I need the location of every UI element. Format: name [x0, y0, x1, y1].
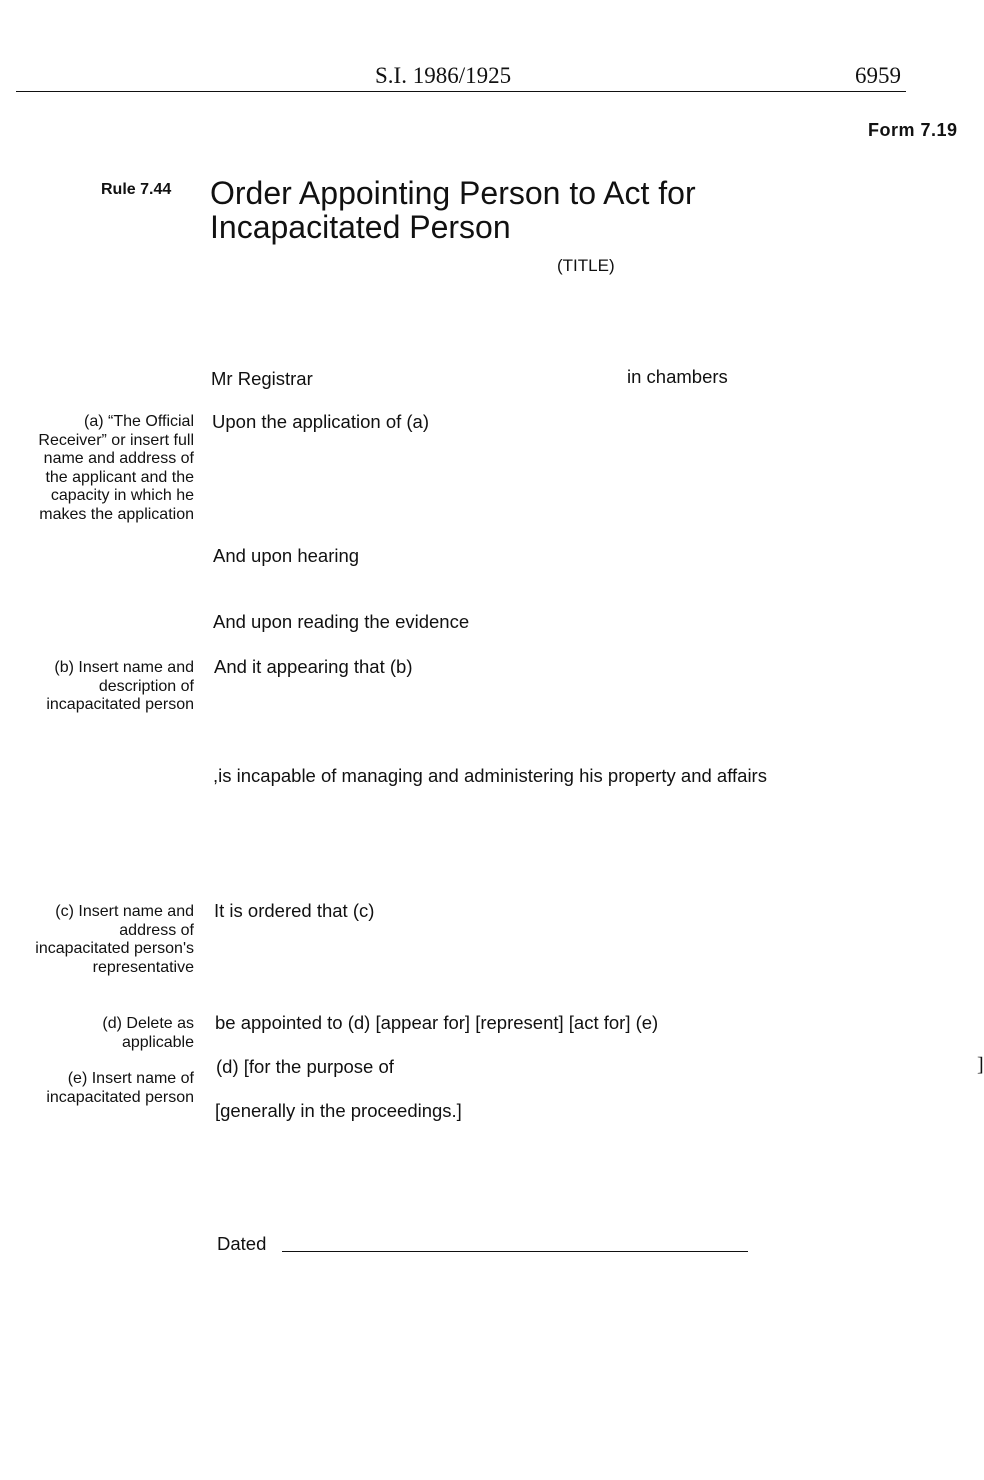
note-line: applicable [121, 1033, 194, 1051]
title-placeholder: (TITLE) [557, 256, 615, 275]
note-line: the applicant and the [45, 468, 194, 486]
note-line: address of [119, 921, 194, 939]
application-line: Upon the application of (a) [212, 411, 429, 432]
note-line: representative [92, 958, 194, 976]
evidence-line: And upon reading the evidence [213, 611, 470, 632]
note-line: capacity in which he [50, 487, 194, 504]
rule-reference: Rule 7.44 [101, 181, 172, 198]
note-line: (b) Insert name and [54, 659, 194, 676]
note-line: name and address of [43, 450, 194, 467]
note-line: (e) Insert name of [67, 1070, 194, 1087]
header-rule [16, 91, 906, 92]
form-title: Order Appointing Person to Act for Incapacitated Person [210, 175, 696, 245]
publication-reference: S.I. 1986/1925 [375, 63, 512, 88]
registrar-label: Mr Registrar [211, 368, 313, 389]
chambers-label: in chambers [627, 366, 728, 387]
note-line: incapacitated person's [35, 940, 194, 957]
page-number: 6959 [855, 63, 901, 88]
ordered-line: It is ordered that (c) [214, 900, 375, 921]
note-line: (a) “The Official [84, 413, 194, 430]
dated-blank-line [282, 1251, 748, 1252]
note-line: incapacitated person [46, 696, 194, 713]
margin-note-c [35, 903, 194, 977]
note-line: (c) Insert name and [55, 903, 194, 920]
note-line: description of [98, 677, 194, 695]
margin-note-a [38, 413, 194, 524]
purpose-closing-bracket: ] [977, 1054, 984, 1076]
margin-note-b [46, 659, 194, 715]
dated-label: Dated [217, 1233, 267, 1254]
margin-note-d [102, 1015, 194, 1052]
purpose-line: (d) [for the purpose of [216, 1056, 394, 1077]
appearing-line: And it appearing that (b) [214, 656, 413, 677]
note-line: incapacitated person [46, 1088, 194, 1106]
note-line: makes the application [39, 505, 194, 523]
margin-note-e [46, 1070, 194, 1107]
hearing-line: And upon hearing [213, 545, 360, 566]
form-number: Form 7.19 [868, 120, 958, 140]
appointed-line: be appointed to (d) [appear for] [represent] [act for] (e) [215, 1012, 659, 1033]
note-line: (d) Delete as [102, 1015, 194, 1032]
incapable-line: ,is incapable of managing and administering his property and affairs [213, 765, 767, 786]
note-line: Receiver” or insert full [38, 431, 194, 449]
generally-line: [generally in the proceedings.] [215, 1100, 462, 1121]
